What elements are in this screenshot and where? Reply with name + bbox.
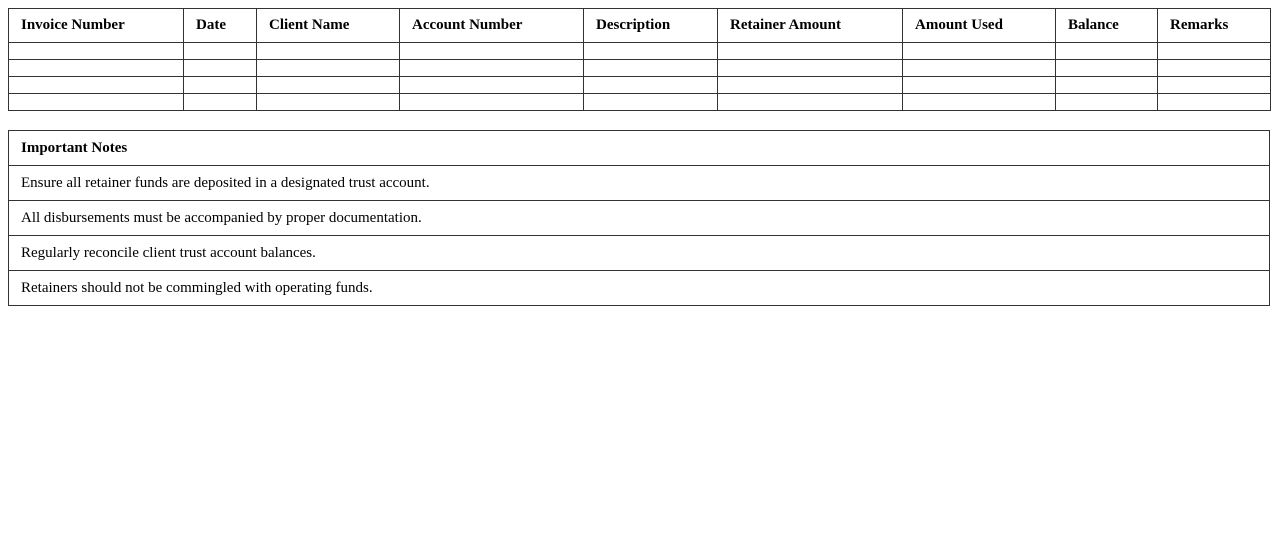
table-cell[interactable]: [718, 94, 903, 111]
table-cell[interactable]: [184, 77, 257, 94]
note-item: Ensure all retainer funds are deposited in a designated trust account.: [9, 166, 1270, 201]
note-item: Retainers should not be commingled with operating funds.: [9, 271, 1270, 306]
retainer-ledger-table: [8, 8, 1271, 111]
note-row: [9, 271, 1270, 306]
table-cell[interactable]: [400, 43, 584, 60]
important-notes-table: [8, 130, 1270, 306]
table-cell[interactable]: [257, 94, 400, 111]
table-cell[interactable]: [584, 77, 718, 94]
table-cell[interactable]: [9, 77, 184, 94]
table-cell[interactable]: [1158, 77, 1271, 94]
note-row: [9, 236, 1270, 271]
note-row: [9, 166, 1270, 201]
table-cell[interactable]: [9, 94, 184, 111]
table-cell[interactable]: [1056, 94, 1158, 111]
column-header-amount-used: Amount Used: [903, 9, 1056, 43]
table-cell[interactable]: [584, 43, 718, 60]
table-cell[interactable]: [257, 77, 400, 94]
table-cell[interactable]: [1158, 60, 1271, 77]
column-header-remarks: Remarks: [1158, 9, 1271, 43]
column-header-invoice-number: Invoice Number: [9, 9, 184, 43]
table-cell[interactable]: [1158, 94, 1271, 111]
column-header-retainer-amount: Retainer Amount: [718, 9, 903, 43]
table-cell[interactable]: [718, 60, 903, 77]
table-cell[interactable]: [400, 60, 584, 77]
table-cell[interactable]: [257, 43, 400, 60]
table-cell[interactable]: [903, 60, 1056, 77]
table-row: [9, 94, 1271, 111]
table-cell[interactable]: [1056, 43, 1158, 60]
table-cell[interactable]: [9, 60, 184, 77]
table-cell[interactable]: [400, 94, 584, 111]
column-header-date: Date: [184, 9, 257, 43]
notes-header-row: [9, 131, 1270, 166]
table-cell[interactable]: [184, 60, 257, 77]
table-cell[interactable]: [584, 60, 718, 77]
table-cell[interactable]: [1158, 43, 1271, 60]
note-row: [9, 201, 1270, 236]
table-row: [9, 43, 1271, 60]
notes-title: Important Notes: [9, 131, 1270, 166]
table-row: [9, 77, 1271, 94]
table-cell[interactable]: [184, 94, 257, 111]
table-cell[interactable]: [903, 43, 1056, 60]
column-header-balance: Balance: [1056, 9, 1158, 43]
table-cell[interactable]: [903, 94, 1056, 111]
table-cell[interactable]: [903, 77, 1056, 94]
table-header-row: [9, 9, 1271, 43]
note-item: All disbursements must be accompanied by proper documentation.: [9, 201, 1270, 236]
column-header-account-number: Account Number: [400, 9, 584, 43]
table-cell[interactable]: [9, 43, 184, 60]
column-header-description: Description: [584, 9, 718, 43]
table-cell[interactable]: [718, 43, 903, 60]
column-header-client-name: Client Name: [257, 9, 400, 43]
note-item: Regularly reconcile client trust account balances.: [9, 236, 1270, 271]
table-cell[interactable]: [400, 77, 584, 94]
table-cell[interactable]: [584, 94, 718, 111]
table-cell[interactable]: [184, 43, 257, 60]
table-cell[interactable]: [257, 60, 400, 77]
table-cell[interactable]: [718, 77, 903, 94]
table-cell[interactable]: [1056, 77, 1158, 94]
table-row: [9, 60, 1271, 77]
table-cell[interactable]: [1056, 60, 1158, 77]
